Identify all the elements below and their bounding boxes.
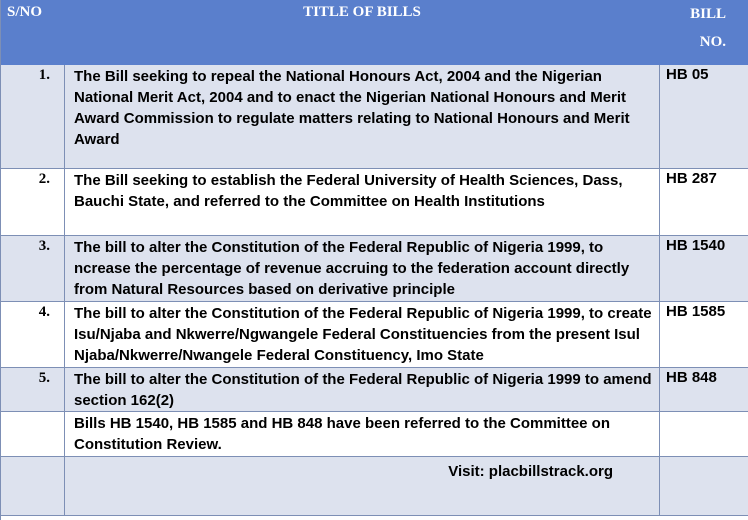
row-2-bill-code: HB 287 xyxy=(660,169,748,236)
row-2-number: 2. xyxy=(1,169,65,236)
row-5-title: The bill to alter the Constitution of the Federal Republic of Nigeria 1999 to amend section 162(2) xyxy=(65,368,660,412)
row-4-number: 4. xyxy=(1,302,65,368)
row-1-bill-code: HB 05 xyxy=(660,65,748,169)
row-4-bill-code: HB 1585 xyxy=(660,302,748,368)
visit-row-empty-number xyxy=(1,457,65,516)
note-row-empty-code xyxy=(660,412,748,457)
note-row-empty-number xyxy=(1,412,65,457)
visit-link-text: Visit: placbillstrack.org xyxy=(65,457,660,516)
header-bill-no xyxy=(660,0,748,65)
row-1-number: 1. xyxy=(1,65,65,169)
row-4-title: The bill to alter the Constitution of the Federal Republic of Nigeria 1999, to create Isu/Njaba and Nkwerre/Ngwangele Federal Constituencies from the present Isul Njaba/Nkwerre/Nwangele Federal Constituency, Imo State xyxy=(65,302,660,368)
row-3-bill-code: HB 1540 xyxy=(660,236,748,302)
row-3-number: 3. xyxy=(1,236,65,302)
row-5-number: 5. xyxy=(1,368,65,412)
header-bill-no-line2: NO. xyxy=(699,34,726,50)
referral-note: Bills HB 1540, HB 1585 and HB 848 have been referred to the Committee on Constitution Review. xyxy=(65,412,660,457)
header-bill-no-line1: BILL xyxy=(690,6,726,22)
header-title-of-bills: TITLE OF BILLS xyxy=(65,0,660,65)
visit-row-empty-code xyxy=(660,457,748,516)
row-3-title: The bill to alter the Constitution of the Federal Republic of Nigeria 1999, to ncrease the percentage of revenue accruing to the federation account directly from Natural Resources based on derivative principle xyxy=(65,236,660,302)
row-5-bill-code: HB 848 xyxy=(660,368,748,412)
row-1-title: The Bill seeking to repeal the National Honours Act, 2004 and the Nigerian National Merit Act, 2004 and to enact the Nigerian National Honours and Merit Award Commission to regulate matters relating to National Honours and Merit Award xyxy=(65,65,660,169)
header-sno: S/NO xyxy=(1,0,65,65)
row-2-title: The Bill seeking to establish the Federal University of Health Sciences, Dass, Bauchi State, and referred to the Committee on Health Institutions xyxy=(65,169,660,236)
